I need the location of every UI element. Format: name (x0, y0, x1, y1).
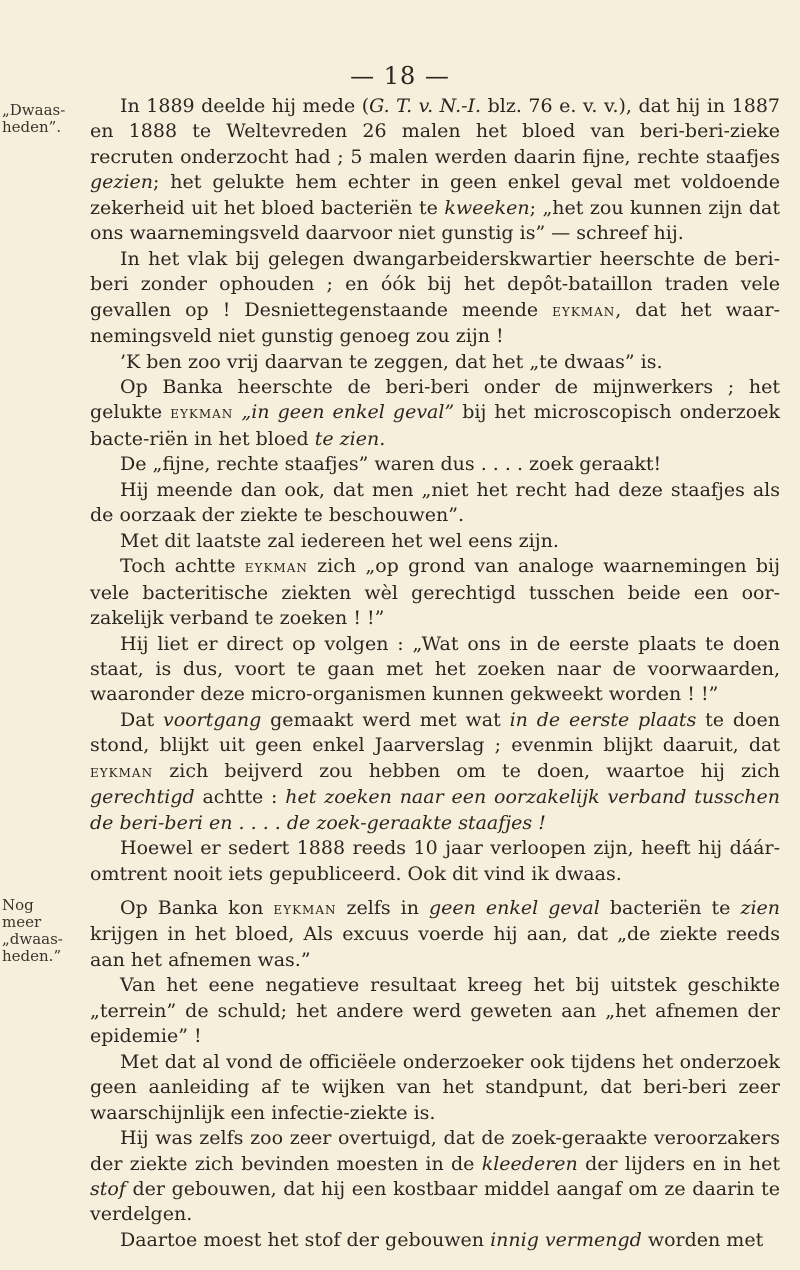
paragraph: De „fijne, rechte staafjes” waren dus . . . . zoek geraakt! (120, 453, 662, 476)
paragraph: Hij liet er direct op volgen : „Wat ons in de eerste plaats te doen staat, is dus, voort te gaan met het zoeken naar de voorwaarden, waaronder deze micro-organismen kunnen gekweekt worden ! !” (90, 632, 780, 706)
paragraph: Hoewel er sedert 1888 reeds 10 jaar verloopen zijn, heeft hij dáár-omtrent nooit iets gepubliceerd. Ook dit vind ik dwaas. (90, 837, 780, 885)
paragraph: Daartoe moest het stof der gebouwen innig vermengd worden met (120, 1228, 764, 1251)
paragraph: Toch achtte eykman zich „op grond van analoge waarnemingen bij vele bacteritische ziekten wèl gerechtigd tusschen beide een oor-zakelijk verband te zoeken ! !” (90, 555, 780, 630)
paragraph: In het vlak bij gelegen dwangarbeiderskwartier heerschte de beri-beri zonder ophouden ; en óók bij het depôt-bataillon traden vele gevallen op ! Desniettegenstaande meende eykman, dat het waar-nemingsveld niet gunstig genoeg zou zijn ! (90, 247, 780, 348)
paragraph: Met dit laatste zal iedereen het wel eens zijn. (120, 529, 559, 552)
page-number: — 18 — (350, 62, 450, 90)
margin-note-dwaasheden: „Dwaas-heden”. (2, 101, 66, 136)
paragraph: Hij was zelfs zoo zeer overtuigd, dat de zoek-geraakte veroorzakers der ziekte zich bevinden moesten in de kleederen der lijders en in het stof der gebouwen, dat hij een kostbaar middel aangaf om ze daarin te verdelgen. (90, 1127, 780, 1226)
paragraph: Hij meende dan ook, dat men „niet het recht had deze staafjes als de oorzaak der ziekte te beschouwen”. (90, 478, 780, 527)
margin-note-nog-meer-dwaasheden: Nog meer „dwaas-heden.” (2, 896, 63, 965)
paragraph: Dat voortgang gemaakt werd met wat in de eerste plaats te doen stond, blijkt uit geen enkel Jaarverslag ; evenmin blijkt daaruit, dat eykman zich beijverd zou hebben om te doen, waartoe hij zich gerechtigd achtte : het zoeken naar een oorzakelijk verband tusschen de beri-beri en . . . . de zoek-geraakte staafjes ! (90, 708, 780, 834)
paragraph: Van het eene negatieve resultaat kreeg het bij uitstek geschikte „terrein” de schuld; het andere werd geweten aan „het afnemen der epidemie” ! (90, 974, 780, 1048)
section-2 (90, 896, 780, 1253)
section-1 (90, 94, 780, 887)
paragraph: In 1889 deelde hij mede (G. T. v. N.-I. blz. 76 e. v. v.), dat hij in 1887 en 1888 te Weltevreden 26 malen het bloed van beri-beri-zieke recruten onderzocht had ; 5 malen werden daarin fijne, rechte staafjes gezien; het gelukte hem echter in geen enkel geval met voldoende zekerheid uit het bloed bacteriën te kweeken; „het zou kunnen zijn dat ons waarnemingsveld daarvoor niet gunstig is” — schreef hij. (90, 95, 781, 245)
paragraph: ’K ben zoo vrij daarvan te zeggen, dat het „te dwaas” is. (120, 350, 663, 373)
paragraph: Met dat al vond de officiëele onderzoeker ook tijdens het onderzoek geen aanleiding af te wijken van het standpunt, dat beri-beri zeer waarschijnlijk een infectie-ziekte is. (90, 1050, 780, 1124)
paragraph: Op Banka heerschte de beri-beri onder de mijnwerkers ; het gelukte eykman „in geen enkel geval” bij het microscopisch onderzoek bacte-riën in het bloed te zien. (90, 375, 780, 450)
paragraph: Op Banka kon eykman zelfs in geen enkel geval bacteriën te zien krijgen in het bloed, Als excuus voerde hij aan, dat „de ziekte reeds aan het afnemen was.” (90, 897, 781, 971)
